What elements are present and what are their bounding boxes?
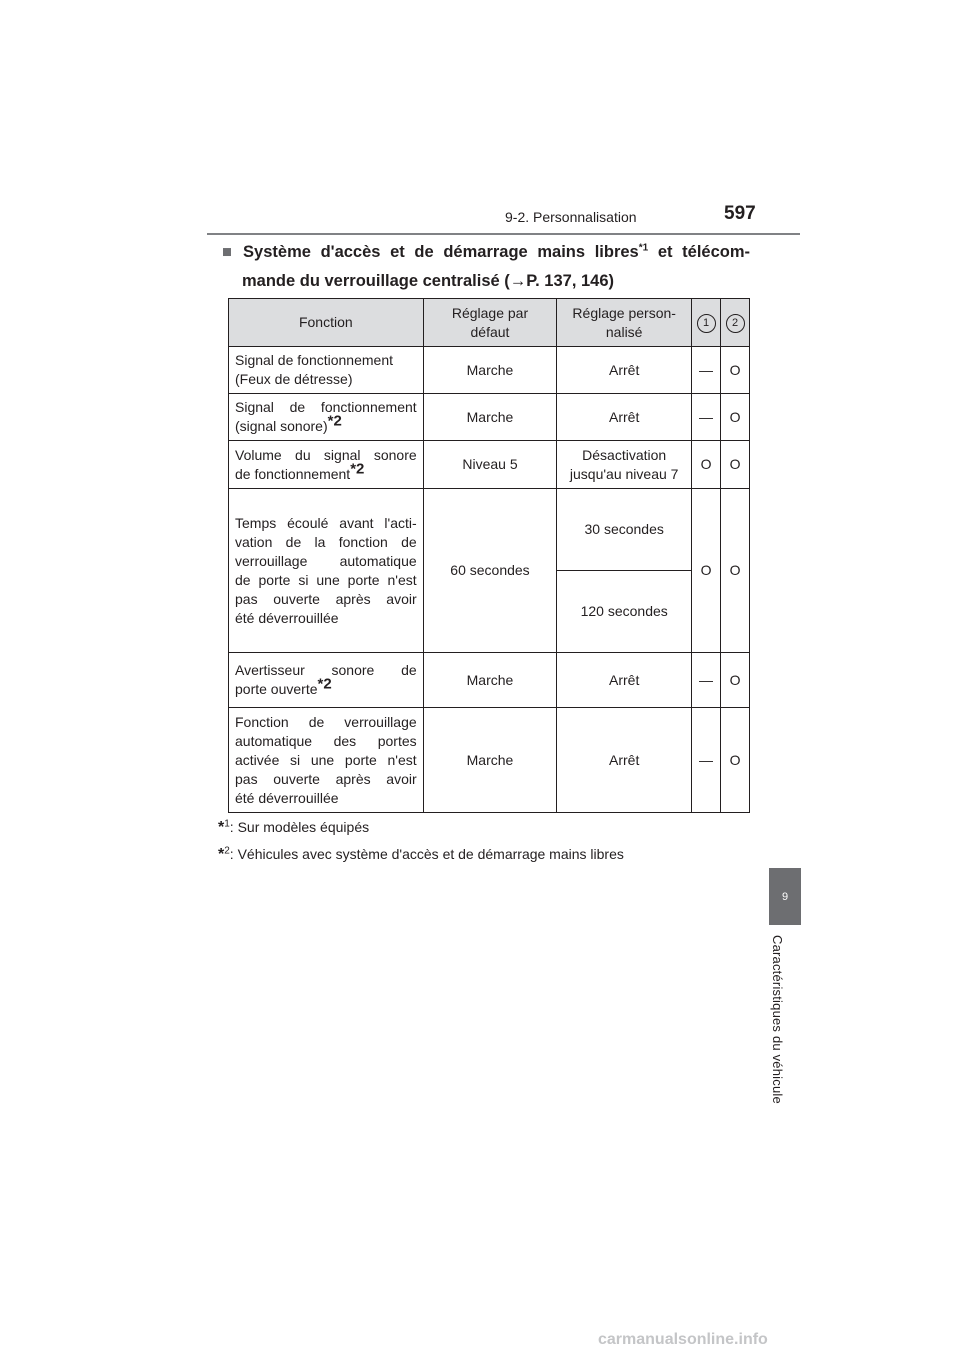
page-number: 597 [724,203,756,224]
circle-2-icon: 2 [726,314,745,333]
chapter-tab[interactable] [769,868,801,925]
col2-cell: O [721,489,750,653]
default-cell: Marche [423,394,557,441]
function-cell: Temps écoulé avant l'acti- vation de la fonction de verrouillage automatique de porte si une porte n'est pas ouverte après avoir été déverrouillée [229,489,424,653]
col1-cell: — [692,653,721,708]
col2-cell: O [721,347,750,394]
header-default: Réglage par défaut [423,299,557,347]
header-function: Fonction [229,299,424,347]
col1-cell: O [692,441,721,489]
col2-cell: O [721,708,750,813]
heading-line2: mande du verrouillage centralisé (→P. 137, 146) [242,272,615,290]
default-cell: Marche [423,653,557,708]
header-col1 [692,299,721,347]
default-cell: Marche [423,708,557,813]
footnote: *$^1$: Sur modèles équipés [218,818,370,836]
table-row [229,394,750,441]
col1-cell: — [692,394,721,441]
function-cell: Avertisseur sonore de porte ouverte$^{*2}$ [229,653,424,708]
custom-cell: Arrêt [557,708,692,813]
custom-cell: 120 secondes [557,571,692,653]
header-rule [207,233,800,235]
col1-cell: — [692,347,721,394]
col1-cell: — [692,708,721,813]
heading-footnote-ref: *1 [638,242,649,254]
section-heading [218,238,750,296]
function-cell: Signal de fonctionnement (Feux de détresse) [229,347,424,394]
table-header-row [229,299,750,347]
header-custom: Réglage person- nalisé [557,299,692,347]
default-cell: 60 secondes [423,489,557,653]
default-cell: Marche [423,347,557,394]
col2-cell: O [721,653,750,708]
chapter-number: 9 [781,890,789,903]
default-cell: Niveau 5 [423,441,557,489]
customization-table [228,298,750,813]
chapter-label: Caractéristiques du véhicule [770,935,785,1104]
table-row [229,653,750,708]
table-row [229,708,750,813]
heading-line1-end: et télécom- [648,243,751,261]
circle-1-icon: 1 [697,314,716,333]
table-row [229,441,750,489]
table-row [229,347,750,394]
custom-cell: Arrêt [557,653,692,708]
custom-cell: 30 secondes [557,489,692,571]
col2-cell: O [721,441,750,489]
footnote: *$^2$: Véhicules avec système d'accès et de démarrage mains libres [218,845,624,863]
custom-cell: Désactivation jusqu'au niveau 7 [557,441,692,489]
header-section-title: 9-2. Personnalisation [505,209,637,225]
header-col2 [721,299,750,347]
col1-cell: O [692,489,721,653]
watermark-text: carmanualsonline.info [598,1331,768,1348]
table-row [229,489,750,571]
heading-line1: Système d'accès et de démarrage mains libres [243,243,639,261]
square-bullet-icon: ■ [222,243,238,261]
col2-cell: O [721,394,750,441]
function-cell: Fonction de verrouillage automatique des portes activée si une porte n'est pas ouverte après avoir été déverrouillée [229,708,424,813]
function-cell: Volume du signal sonore de fonctionnement$^{*2}$ [229,441,424,489]
function-cell: Signal de fonctionnement (signal sonore)$^{*2}$ [229,394,424,441]
custom-cell: Arrêt [557,347,692,394]
custom-cell: Arrêt [557,394,692,441]
